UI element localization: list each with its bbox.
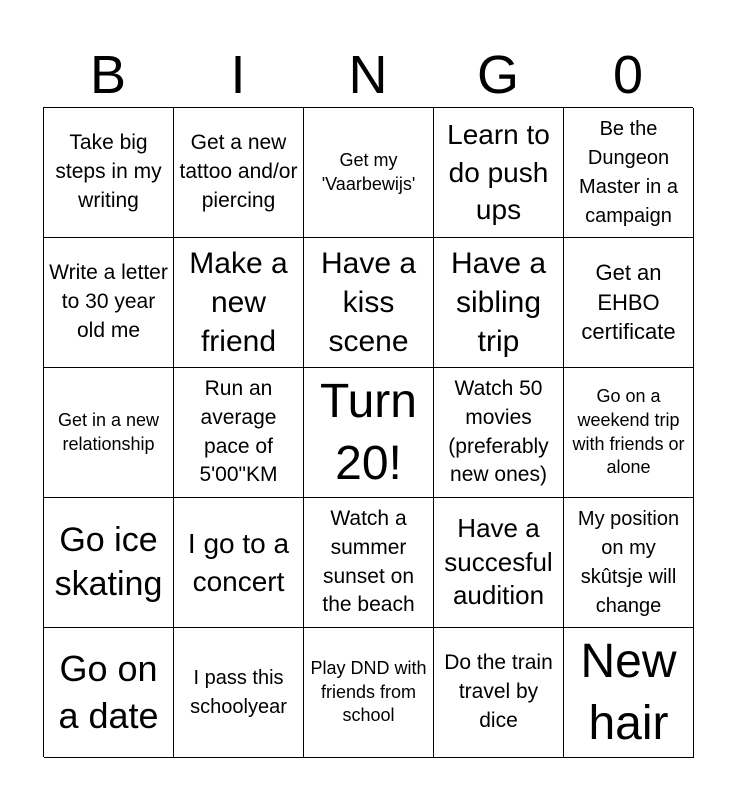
- bingo-cell[interactable]: [44, 238, 174, 368]
- bingo-cell[interactable]: [304, 498, 434, 628]
- cell-text: Watch 50 movies (preferably new ones): [448, 376, 549, 487]
- bingo-cell[interactable]: [564, 108, 694, 238]
- cell-text: Take big steps in my writing: [55, 131, 162, 212]
- bingo-cell[interactable]: [564, 498, 694, 628]
- cell-text: Get my 'Vaarbewijs': [321, 149, 416, 194]
- cell-text: Play DND with friends from school: [310, 657, 427, 726]
- cell-text: Go on a weekend trip with friends or alone: [572, 385, 685, 478]
- cell-text: Watch a summer sunset on the beach: [322, 506, 415, 617]
- bingo-cell[interactable]: [434, 108, 564, 238]
- cell-text: Get an EHBO certificate: [581, 259, 676, 345]
- cell-text: Have a kiss scene: [320, 247, 417, 358]
- header-letter-g: G: [476, 45, 519, 105]
- bingo-cell[interactable]: [564, 238, 694, 368]
- bingo-cell[interactable]: [44, 368, 174, 498]
- cell-text: I pass this schoolyear: [190, 666, 287, 718]
- bingo-cell[interactable]: [174, 498, 304, 628]
- cell-text: Have a succesful audition: [444, 512, 553, 611]
- bingo-cell[interactable]: [434, 628, 564, 758]
- cell-text: New hair: [580, 635, 677, 750]
- cell-text: Have a sibling trip: [450, 247, 547, 358]
- cell-text: Do the train travel by dice: [444, 651, 553, 732]
- bingo-cell[interactable]: [304, 238, 434, 368]
- bingo-cell[interactable]: [174, 368, 304, 498]
- cell-text: Learn to do push ups: [447, 118, 550, 226]
- cell-text: Make a new friend: [189, 247, 288, 358]
- bingo-cell[interactable]: [434, 238, 564, 368]
- cell-text: Run an average pace of 5'00"KM: [199, 376, 278, 487]
- header-letter-o: 0: [612, 45, 644, 105]
- cell-text: Be the Dungeon Master in a campaign: [579, 117, 678, 227]
- bingo-cell[interactable]: [564, 368, 694, 498]
- header-letter-i: I: [230, 45, 246, 105]
- cell-text: Write a letter to 30 year old me: [49, 261, 168, 342]
- bingo-board: [43, 107, 693, 757]
- bingo-cell[interactable]: [434, 498, 564, 628]
- bingo-cell[interactable]: [44, 628, 174, 758]
- bingo-cell[interactable]: [174, 238, 304, 368]
- header-letter-n: N: [348, 45, 388, 105]
- bingo-cell[interactable]: [44, 108, 174, 238]
- cell-text: Go ice skating: [54, 520, 163, 603]
- bingo-cell[interactable]: [174, 628, 304, 758]
- header-letter-b: B: [89, 45, 127, 105]
- cell-text: Turn 20!: [320, 375, 417, 490]
- bingo-header: [43, 44, 693, 106]
- bingo-cell[interactable]: [304, 368, 434, 498]
- cell-text: Get a new tattoo and/or piercing: [179, 131, 298, 212]
- cell-text: My position on my skûtsje will change: [577, 507, 680, 617]
- bingo-cell[interactable]: [304, 108, 434, 238]
- cell-text: Get in a new relationship: [57, 409, 160, 454]
- bingo-cell[interactable]: [564, 628, 694, 758]
- bingo-cell[interactable]: [434, 368, 564, 498]
- bingo-cell[interactable]: [174, 108, 304, 238]
- cell-text: Go on a date: [58, 647, 159, 736]
- bingo-cell[interactable]: [44, 498, 174, 628]
- cell-text: I go to a concert: [187, 527, 290, 597]
- bingo-cell[interactable]: [304, 628, 434, 758]
